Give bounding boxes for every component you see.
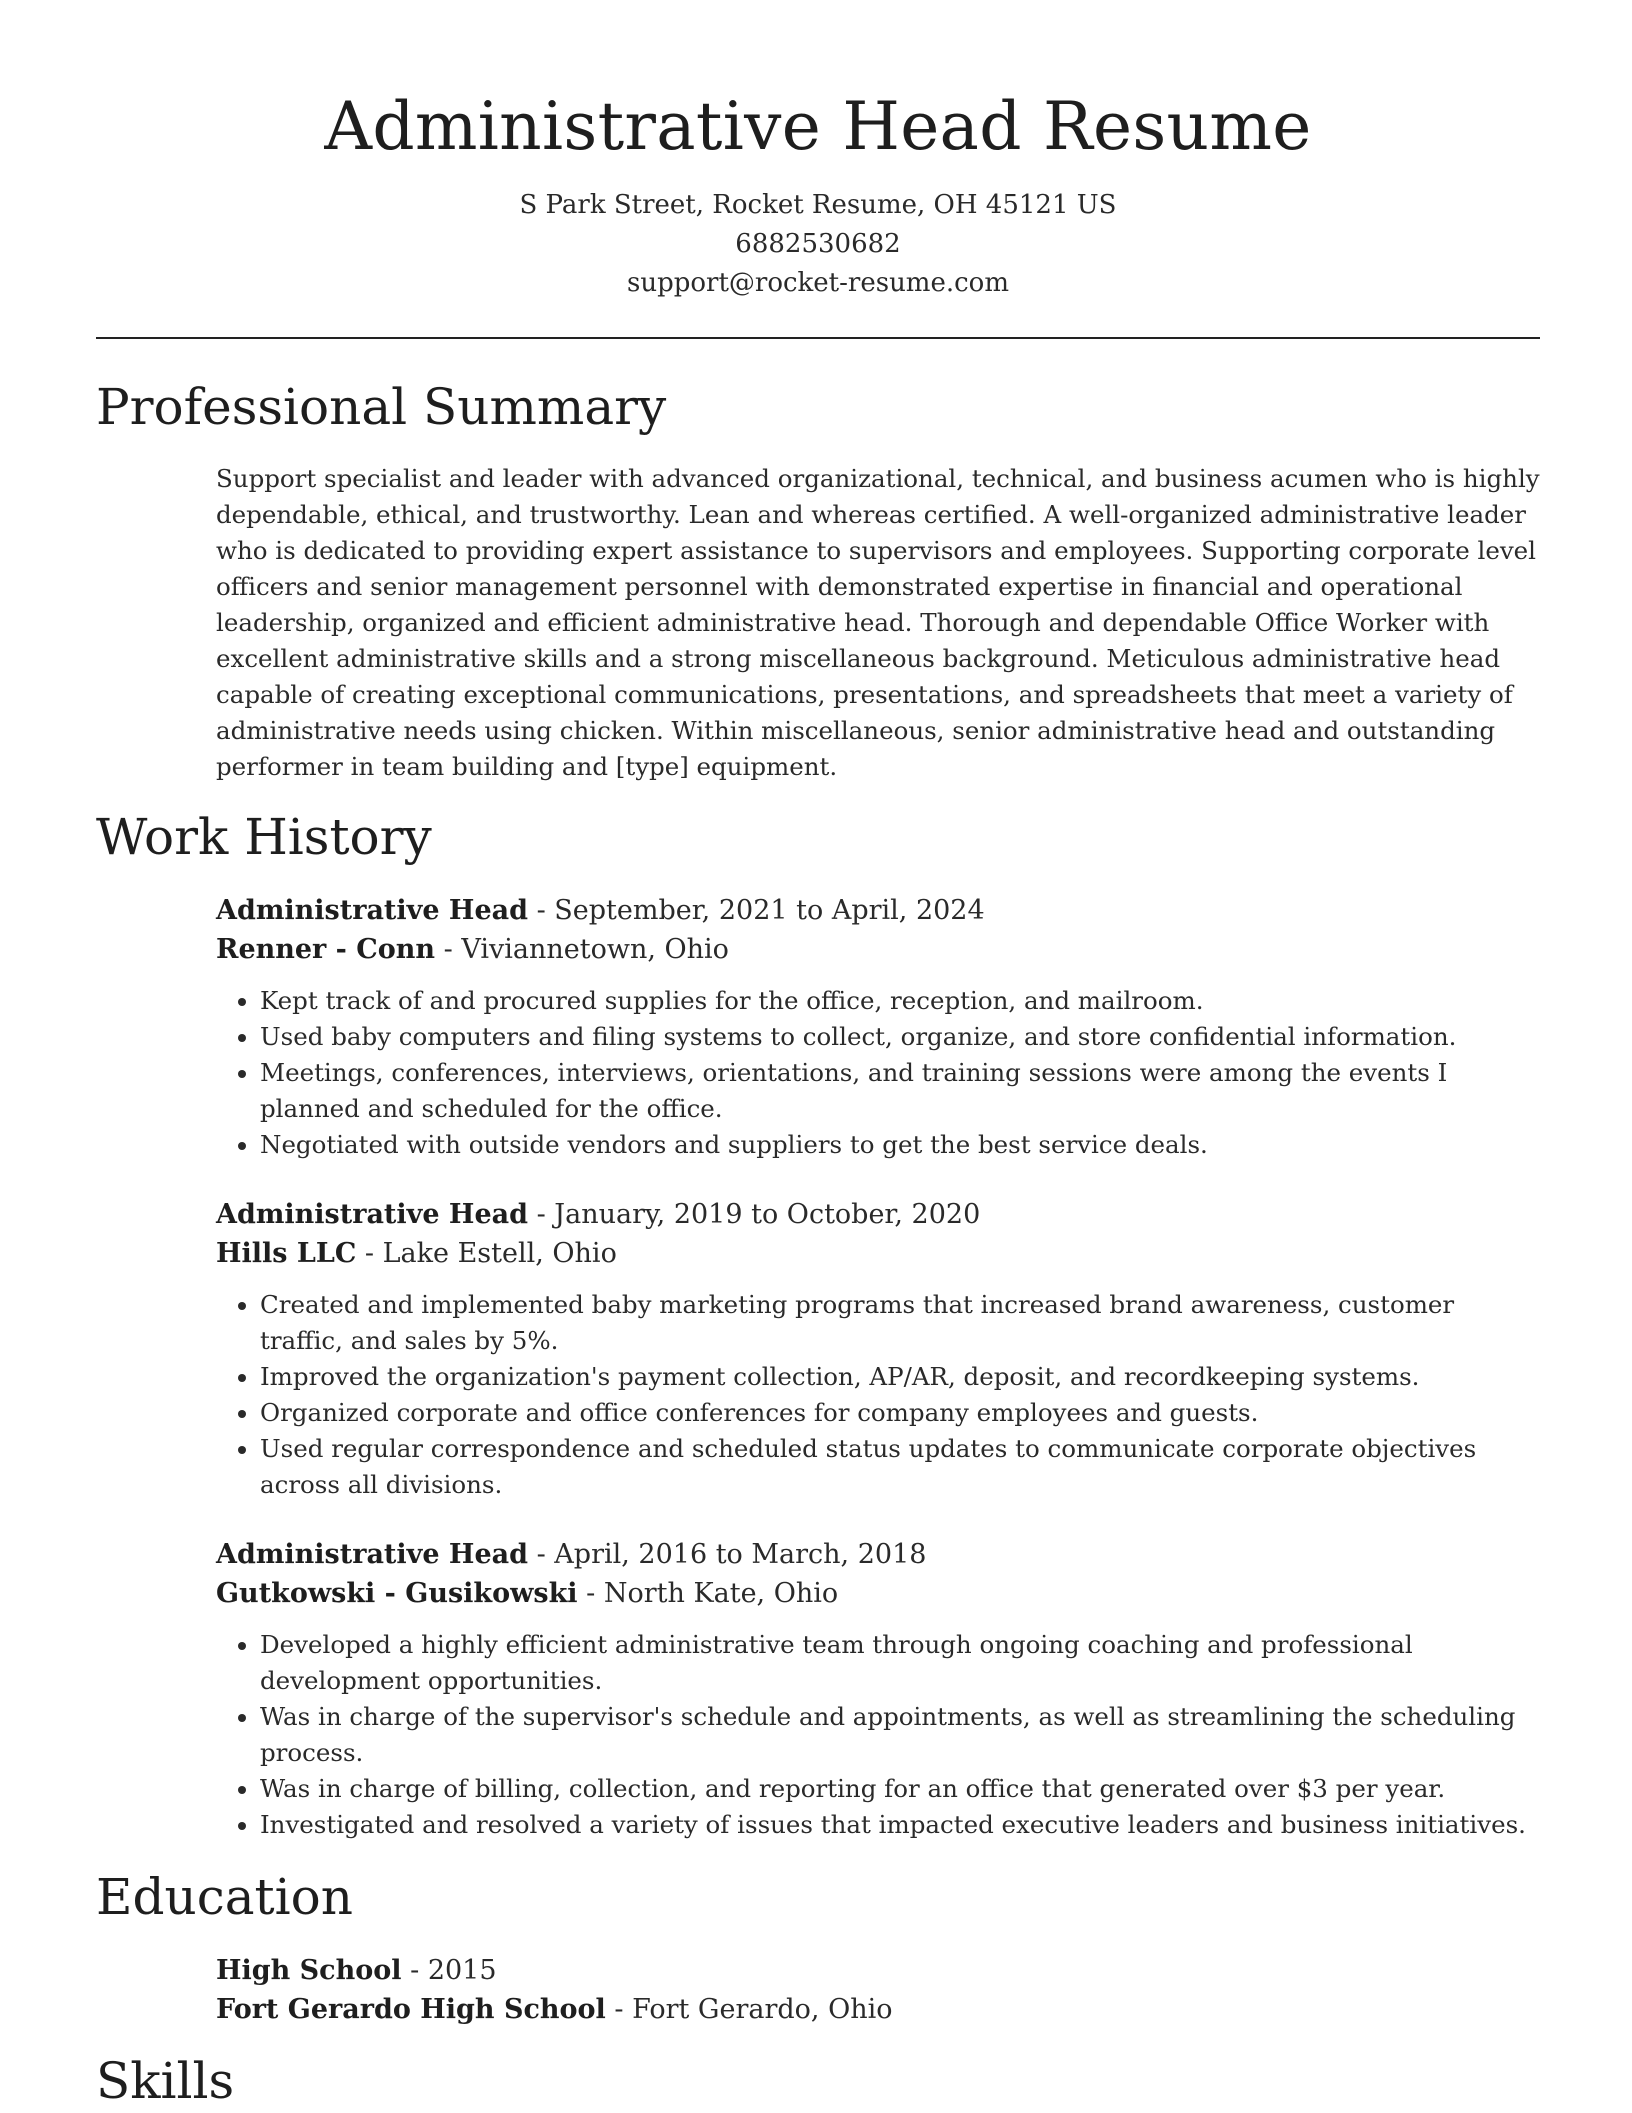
job-location: - Lake Estell, Ohio xyxy=(356,1238,617,1269)
header-divider xyxy=(96,337,1540,339)
job-dates: - January, 2019 to October, 2020 xyxy=(528,1199,981,1230)
education-degree-line xyxy=(216,1951,1540,1990)
education-heading: Education xyxy=(96,1868,353,1926)
job-entry xyxy=(216,891,1540,1163)
job-title-line xyxy=(216,891,1540,930)
education-entry xyxy=(216,1951,1540,2029)
contact-block xyxy=(96,186,1540,303)
resume-title: Administrative Head Resume xyxy=(324,88,1312,165)
education-school-line xyxy=(216,1990,1540,2029)
skills-heading: Skills xyxy=(96,2052,235,2110)
education-degree: High School xyxy=(216,1955,402,1986)
job-company-line xyxy=(216,930,1540,969)
list-item: • Investigated and resolved a variety of issues that impacted executive leaders and business initiatives. xyxy=(260,1807,1540,1843)
job-company-line xyxy=(216,1574,1540,1613)
list-item: • Negotiated with outside vendors and suppliers to get the best service deals. xyxy=(260,1127,1540,1163)
job-entry xyxy=(216,1535,1540,1843)
job-company-line xyxy=(216,1234,1540,1273)
job-bullets xyxy=(216,983,1540,1163)
education-year: - 2015 xyxy=(401,1955,497,1986)
education-location: - Fort Gerardo, Ohio xyxy=(605,1994,893,2025)
education-school: Fort Gerardo High School xyxy=(216,1994,606,2025)
job-title: Administrative Head xyxy=(216,895,528,926)
work-history-list xyxy=(216,891,1540,1843)
summary-text: Support specialist and leader with advanced organizational, technical, and business acumen who is highly dependable, ethical, and trustworthy. Lean and whereas certified. A well-organized administrative leader who is dedicated to providing expert assistance to supervisors and employees. Supporting corporate level officers and senior management personnel with demonstrated expertise in financial and operational leadership, organized and efficient administrative head. Thorough and dependable Office Worker with excellent administrative skills and a strong miscellaneous background. Meticulous administrative head capable of creating exceptional communications, presentations, and spreadsheets that meet a variety of administrative needs using chicken. Within miscellaneous, senior administrative head and outstanding performer in team building and [type] equipment. xyxy=(216,464,1540,781)
resume-page xyxy=(96,0,1540,2113)
work-history-heading: Work History xyxy=(96,808,432,866)
job-company: Hills LLC xyxy=(216,1238,357,1269)
list-item: • Was in charge of the supervisor's schedule and appointments, as well as streamlining the scheduling process. xyxy=(260,1699,1540,1771)
address: S Park Street, Rocket Resume, OH 45121 US xyxy=(519,190,1117,220)
list-item: • Meetings, conferences, interviews, orientations, and training sessions were among the events I planned and scheduled for the office. xyxy=(260,1055,1540,1127)
list-item: • Created and implemented baby marketing programs that increased brand awareness, customer traffic, and sales by 5%. xyxy=(260,1287,1540,1359)
job-dates: - September, 2021 to April, 2024 xyxy=(528,895,985,926)
job-bullets xyxy=(216,1287,1540,1503)
list-item: • Used baby computers and filing systems to collect, organize, and store confidential information. xyxy=(260,1019,1540,1055)
summary-heading: Professional Summary xyxy=(96,378,667,436)
list-item: • Organized corporate and office conferences for company employees and guests. xyxy=(260,1395,1540,1431)
job-title-line xyxy=(216,1195,1540,1234)
job-entry xyxy=(216,1195,1540,1503)
job-dates: - April, 2016 to March, 2018 xyxy=(528,1539,927,1570)
email: support@rocket-resume.com xyxy=(626,268,1009,298)
phone: 6882530682 xyxy=(735,229,901,259)
list-item: • Developed a highly efficient administrative team through ongoing coaching and professional development opportunities. xyxy=(260,1627,1540,1699)
list-item: • Was in charge of billing, collection, and reporting for an office that generated over $3 per year. xyxy=(260,1771,1540,1807)
job-location: - Viviannetown, Ohio xyxy=(435,934,729,965)
job-title: Administrative Head xyxy=(216,1199,528,1230)
job-company: Gutkowski - Gusikowski xyxy=(216,1578,578,1609)
job-title-line xyxy=(216,1535,1540,1574)
list-item: • Kept track of and procured supplies for the office, reception, and mailroom. xyxy=(260,983,1540,1019)
list-item: • Improved the organization's payment collection, AP/AR, deposit, and recordkeeping systems. xyxy=(260,1359,1540,1395)
list-item: • Used regular correspondence and scheduled status updates to communicate corporate objectives across all divisions. xyxy=(260,1431,1540,1503)
job-title: Administrative Head xyxy=(216,1539,528,1570)
job-bullets xyxy=(216,1627,1540,1843)
job-company: Renner - Conn xyxy=(216,934,436,965)
job-location: - North Kate, Ohio xyxy=(577,1578,839,1609)
